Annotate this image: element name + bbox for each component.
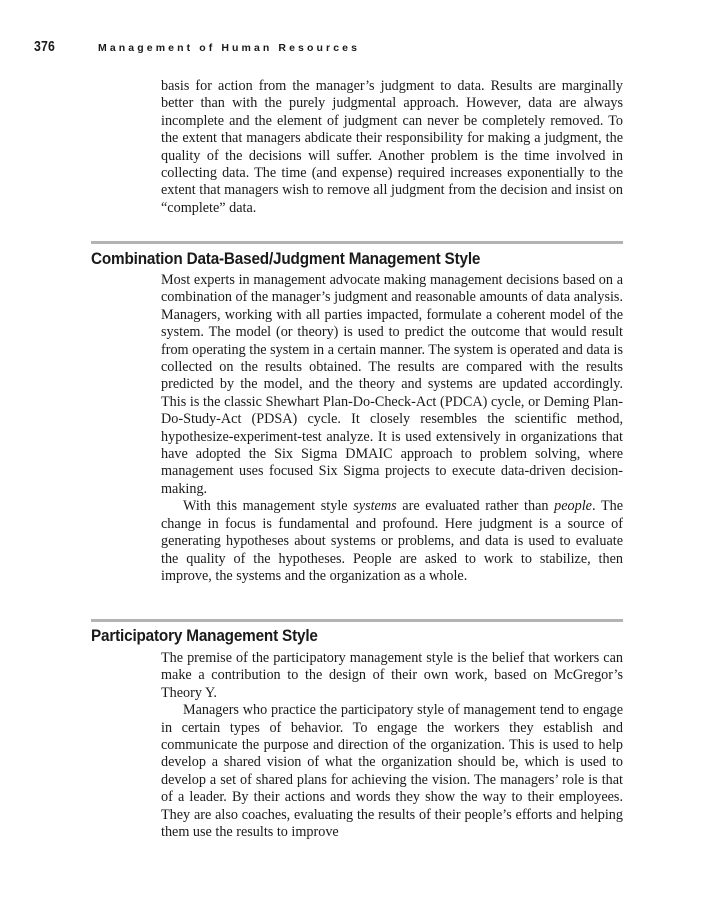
emphasis-people: people <box>554 498 592 515</box>
paragraph: Most experts in management advocate making management decisions based on a combination of the manager’s judgment and reasonable amounts of data analysis. Managers, working with all parties impacted, formulate a coherent model of the system. The model (or theory) is used to predict the outcome that would result from operating the system in a certain manner. The system is operated and data is collected on the results obtained. The results are compared with the results predicted by the model, and the theory and systems are updated accordingly. This is the classic Shewhart Plan-Do-Check-Act (PDCA) cycle, or Deming Plan-Do-Study-Act (PDSA) cycle. It closely resembles the scientific method, hypothesize-experiment-test analyze. It is used extensively in organizations that have adopted the Six Sigma DMAIC approach to problem solving, where management uses focused Six Sigma projects to execute data-driven decision-making. <box>161 272 623 497</box>
paragraph <box>161 498 623 585</box>
section-heading-combination: Combination Data-Based/Judgment Management Style <box>91 249 481 268</box>
paragraph-text: With this management style <box>183 498 354 515</box>
section-rule <box>91 241 623 244</box>
intro-text <box>161 78 623 217</box>
page-header <box>34 38 360 58</box>
paragraph: The premise of the participatory management style is the belief that workers can make a contribution to the design of their own work, based on McGregor’s Theory Y. <box>161 650 623 701</box>
section-rule <box>91 619 623 622</box>
paragraph: Managers who practice the participatory style of management tend to engage in certain types of behavior. To engage the workers they establish and communicate the purpose and direction of the organization. This is used to help develop a shared vision of what the organization should be, which is used to develop a set of shared plans for achieving the vision. The managers’ role is that of a leader. By their actions and words they show the way to their employees. They are also coaches, evaluating the results of their people’s efforts and helping them use the results to improve <box>161 702 623 841</box>
paragraph-text: are evaluated rather than <box>396 498 555 515</box>
paragraph-text: . The change in focus is fundamental and profound. Here judgment is a source of generating hypotheses about systems or problems, and data is used to evaluate the quality of the hypotheses. People are asked to work to stabilize, then improve, the systems and the organization as a whole. <box>161 498 624 584</box>
intro-paragraph: basis for action from the manager’s judgment to data. Results are marginally better than with the purely judgmental approach. However, data are always incomplete and the element of judgment can never be completely removed. To the extent that managers abdicate their responsibility for making a judgment, the quality of the decisions will suffer. Another problem is the time involved in collecting data. The time (and expense) required increases exponentially to the extent that managers wish to remove all judgment from the decision and insist on “complete” data. <box>161 78 623 216</box>
section-body-participatory <box>161 650 623 841</box>
section-heading-participatory: Participatory Management Style <box>91 626 318 645</box>
emphasis-systems: systems <box>353 498 397 515</box>
section-body-combination <box>161 272 623 585</box>
page-number: 376 <box>34 38 56 55</box>
running-title: Management of Human Resources <box>98 42 361 54</box>
